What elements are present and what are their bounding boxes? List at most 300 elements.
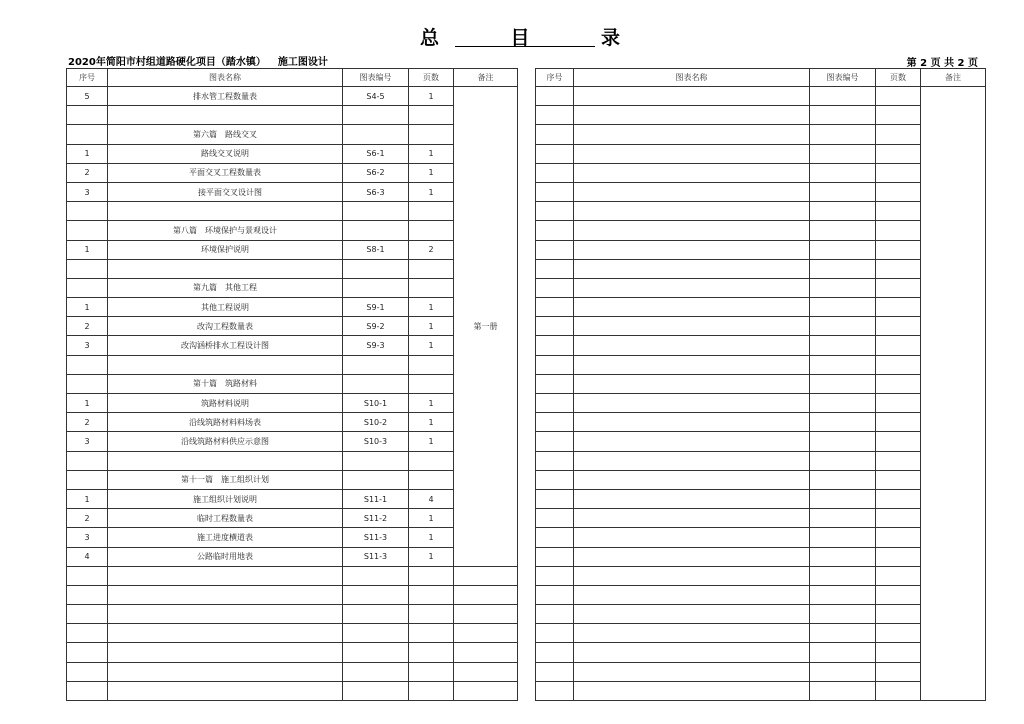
code-cell [810, 355, 876, 374]
header-remark: 备注 [454, 69, 518, 87]
code-cell [343, 605, 409, 624]
seq-cell [536, 202, 574, 221]
item-name: 改沟工程数量表 [108, 317, 343, 336]
pages-cell [409, 221, 454, 240]
code-cell [343, 278, 409, 297]
pages-cell [876, 106, 921, 125]
code-cell: S9-1 [343, 298, 409, 317]
pages-cell [876, 605, 921, 624]
code-cell [810, 566, 876, 585]
table-row [67, 240, 518, 259]
section-title: 第九篇 其他工程 [108, 278, 343, 297]
code-cell [810, 547, 876, 566]
pages-cell: 2 [409, 240, 454, 259]
code-cell [810, 489, 876, 508]
remark-cell: 第一册 [454, 87, 518, 567]
header-seq: 序号 [536, 69, 574, 87]
code-cell [810, 662, 876, 681]
name-cell [108, 624, 343, 643]
remark-cell [454, 643, 518, 662]
seq-cell: 2 [67, 413, 108, 432]
table-row [536, 470, 986, 489]
table-row [67, 336, 518, 355]
pages-cell [876, 298, 921, 317]
code-cell [810, 336, 876, 355]
item-name: 接平面交叉设计图 [108, 182, 343, 201]
pages-cell [876, 662, 921, 681]
name-cell [574, 298, 810, 317]
pages-cell: 1 [409, 317, 454, 336]
code-cell: S9-3 [343, 336, 409, 355]
pages-cell: 1 [409, 413, 454, 432]
seq-cell [536, 259, 574, 278]
table-row [67, 355, 518, 374]
table-row [67, 144, 518, 163]
pages-cell [876, 566, 921, 585]
name-cell [574, 394, 810, 413]
code-cell [343, 662, 409, 681]
code-cell [810, 125, 876, 144]
table-row [67, 413, 518, 432]
pages-cell [876, 240, 921, 259]
table-row [536, 662, 986, 681]
code-cell [343, 585, 409, 604]
code-cell [343, 106, 409, 125]
project-name: 2020年简阳市村组道路硬化项目（踏水镇） [68, 57, 266, 68]
pages-cell [876, 547, 921, 566]
title-char-2: 目 [510, 26, 530, 49]
code-cell [810, 624, 876, 643]
pages-cell [876, 509, 921, 528]
seq-cell [67, 662, 108, 681]
table-row [536, 87, 986, 106]
name-cell [574, 374, 810, 393]
pages-cell [409, 605, 454, 624]
pages-cell: 1 [409, 528, 454, 547]
seq-cell [536, 624, 574, 643]
table-row [67, 106, 518, 125]
seq-cell [536, 489, 574, 508]
pages-cell [876, 202, 921, 221]
table-row [67, 547, 518, 566]
pages-cell [409, 681, 454, 700]
name-cell [574, 547, 810, 566]
code-cell [810, 106, 876, 125]
seq-cell [536, 681, 574, 700]
table-row [67, 298, 518, 317]
pages-cell: 1 [409, 432, 454, 451]
code-cell: S10-3 [343, 432, 409, 451]
code-cell [343, 643, 409, 662]
table-row [536, 163, 986, 182]
code-cell [810, 470, 876, 489]
remark-cell [921, 87, 986, 701]
seq-cell [67, 278, 108, 297]
name-cell [574, 470, 810, 489]
name-cell [108, 451, 343, 470]
remark-cell [454, 624, 518, 643]
table-row [536, 643, 986, 662]
pages-cell [876, 643, 921, 662]
pages-cell [876, 125, 921, 144]
table-row [67, 681, 518, 700]
pages-cell [409, 125, 454, 144]
pages-cell [409, 278, 454, 297]
pages-cell [409, 624, 454, 643]
code-cell [810, 202, 876, 221]
title-char-3: 录 [600, 26, 620, 49]
code-cell [810, 298, 876, 317]
code-cell [810, 413, 876, 432]
seq-cell [67, 624, 108, 643]
seq-cell [536, 144, 574, 163]
table-row [536, 566, 986, 585]
header-pages: 页数 [409, 69, 454, 87]
header-remark: 备注 [921, 69, 986, 87]
seq-cell [67, 125, 108, 144]
pages-cell [876, 413, 921, 432]
code-cell: S10-2 [343, 413, 409, 432]
seq-cell [536, 106, 574, 125]
table-row [536, 451, 986, 470]
section-title: 第六篇 路线交叉 [108, 125, 343, 144]
pages-cell: 1 [409, 298, 454, 317]
code-cell [810, 278, 876, 297]
code-cell [810, 240, 876, 259]
pages-cell: 1 [409, 336, 454, 355]
code-cell [810, 605, 876, 624]
table-row [67, 643, 518, 662]
table-row [67, 202, 518, 221]
seq-cell: 2 [67, 509, 108, 528]
name-cell [108, 106, 343, 125]
seq-cell [536, 585, 574, 604]
code-cell [343, 566, 409, 585]
header-pages: 页数 [876, 69, 921, 87]
table-row [536, 336, 986, 355]
table-row [536, 106, 986, 125]
name-cell [574, 355, 810, 374]
design-stage: 施工图设计 [277, 57, 328, 68]
code-cell: S11-1 [343, 489, 409, 508]
table-row [536, 202, 986, 221]
table-header-row [67, 69, 518, 87]
seq-cell [536, 509, 574, 528]
header-code: 图表编号 [810, 69, 876, 87]
seq-cell: 3 [67, 182, 108, 201]
code-cell [810, 221, 876, 240]
seq-cell [67, 585, 108, 604]
name-cell [574, 681, 810, 700]
table-row [67, 662, 518, 681]
code-cell [343, 221, 409, 240]
table-row [536, 528, 986, 547]
code-cell [810, 681, 876, 700]
code-cell [343, 374, 409, 393]
pages-cell [876, 585, 921, 604]
pages-cell: 1 [409, 394, 454, 413]
remark-cell [454, 681, 518, 700]
pages-cell: 1 [409, 509, 454, 528]
code-cell [343, 259, 409, 278]
item-name: 环境保护说明 [108, 240, 343, 259]
remark-cell [454, 566, 518, 585]
table-row [536, 585, 986, 604]
item-name: 沿线筑路材料料场表 [108, 413, 343, 432]
seq-cell [536, 336, 574, 355]
table-row [67, 509, 518, 528]
name-cell [574, 413, 810, 432]
section-row [67, 221, 518, 240]
table-row [536, 547, 986, 566]
seq-cell [536, 182, 574, 201]
item-name: 施工进度横道表 [108, 528, 343, 547]
name-cell [108, 355, 343, 374]
item-name: 排水管工程数量表 [108, 87, 343, 106]
code-cell [810, 144, 876, 163]
seq-cell [67, 221, 108, 240]
seq-cell [536, 662, 574, 681]
pages-cell: 1 [409, 163, 454, 182]
table-row [536, 182, 986, 201]
code-cell [810, 182, 876, 201]
seq-cell [536, 278, 574, 297]
section-row [67, 374, 518, 393]
seq-cell [536, 317, 574, 336]
seq-cell: 3 [67, 528, 108, 547]
code-cell [810, 374, 876, 393]
table-row [67, 163, 518, 182]
section-row [67, 278, 518, 297]
seq-cell [536, 163, 574, 182]
table-row [67, 182, 518, 201]
name-cell [574, 489, 810, 508]
table-row [67, 585, 518, 604]
pages-cell [876, 163, 921, 182]
seq-cell [536, 125, 574, 144]
seq-cell [67, 605, 108, 624]
section-title: 第八篇 环境保护与景观设计 [108, 221, 343, 240]
name-cell [574, 240, 810, 259]
code-cell [810, 394, 876, 413]
item-name: 平面交叉工程数量表 [108, 163, 343, 182]
pages-cell [876, 144, 921, 163]
table-row [67, 528, 518, 547]
seq-cell [536, 528, 574, 547]
code-cell [343, 470, 409, 489]
pages-cell [876, 681, 921, 700]
name-cell [108, 643, 343, 662]
name-cell [574, 432, 810, 451]
name-cell [108, 202, 343, 221]
header-seq: 序号 [67, 69, 108, 87]
right-table-body [536, 87, 986, 701]
remark-cell [454, 605, 518, 624]
seq-cell: 3 [67, 336, 108, 355]
name-cell [108, 585, 343, 604]
pages-cell [876, 182, 921, 201]
section-title: 第十一篇 施工组织计划 [108, 470, 343, 489]
title-char-1: 总 [420, 26, 440, 49]
catalog-table-left [66, 68, 518, 701]
table-row [536, 374, 986, 393]
name-cell [108, 681, 343, 700]
pages-cell [409, 451, 454, 470]
header-name: 图表名称 [108, 69, 343, 87]
name-cell [574, 624, 810, 643]
code-cell [343, 681, 409, 700]
pages-cell [409, 374, 454, 393]
seq-cell: 1 [67, 394, 108, 413]
name-cell [574, 317, 810, 336]
seq-cell [536, 355, 574, 374]
name-cell [574, 221, 810, 240]
project-info [68, 53, 328, 68]
code-cell [810, 87, 876, 106]
name-cell [108, 259, 343, 278]
pages-cell [409, 259, 454, 278]
seq-cell: 1 [67, 298, 108, 317]
item-name: 其他工程说明 [108, 298, 343, 317]
seq-cell: 3 [67, 432, 108, 451]
code-cell [343, 355, 409, 374]
item-name: 筑路材料说明 [108, 394, 343, 413]
pages-cell [876, 374, 921, 393]
code-cell: S10-1 [343, 394, 409, 413]
pages-cell [876, 278, 921, 297]
catalog-title [420, 24, 620, 48]
code-cell [810, 451, 876, 470]
seq-cell [536, 240, 574, 259]
table-row [536, 413, 986, 432]
name-cell [574, 278, 810, 297]
code-cell [810, 317, 876, 336]
pages-cell: 4 [409, 489, 454, 508]
name-cell [574, 585, 810, 604]
table-row [67, 451, 518, 470]
name-cell [108, 566, 343, 585]
pages-cell [876, 317, 921, 336]
name-cell [108, 662, 343, 681]
name-cell [574, 106, 810, 125]
pages-cell [876, 87, 921, 106]
seq-cell [536, 221, 574, 240]
table-row [536, 144, 986, 163]
name-cell [574, 144, 810, 163]
code-cell [810, 643, 876, 662]
item-name: 路线交叉说明 [108, 144, 343, 163]
seq-cell: 1 [67, 240, 108, 259]
item-name: 公路临时用地表 [108, 547, 343, 566]
seq-cell: 4 [67, 547, 108, 566]
seq-cell [536, 413, 574, 432]
pages-cell: 1 [409, 144, 454, 163]
title-underline [455, 46, 595, 47]
pages-cell [409, 355, 454, 374]
left-table-body [67, 87, 518, 701]
pages-cell: 1 [409, 182, 454, 201]
pages-cell [409, 643, 454, 662]
item-name: 施工组织计划说明 [108, 489, 343, 508]
header-name: 图表名称 [574, 69, 810, 87]
name-cell [108, 605, 343, 624]
pages-cell [876, 394, 921, 413]
pages-cell [876, 259, 921, 278]
code-cell [810, 259, 876, 278]
seq-cell [67, 566, 108, 585]
pages-cell [876, 221, 921, 240]
code-cell [810, 509, 876, 528]
table-row [67, 624, 518, 643]
table-row [536, 221, 986, 240]
code-cell: S6-1 [343, 144, 409, 163]
table-row [536, 278, 986, 297]
pages-cell [876, 528, 921, 547]
remark-cell [454, 585, 518, 604]
table-row [536, 394, 986, 413]
table-header-row [536, 69, 986, 87]
seq-cell: 1 [67, 144, 108, 163]
name-cell [574, 451, 810, 470]
table-row [67, 259, 518, 278]
table-row [67, 394, 518, 413]
table-row [536, 509, 986, 528]
pages-cell [876, 470, 921, 489]
code-cell: S11-3 [343, 547, 409, 566]
catalog-table-right [535, 68, 986, 701]
code-cell: S11-2 [343, 509, 409, 528]
seq-cell [536, 643, 574, 662]
name-cell [574, 125, 810, 144]
code-cell [343, 125, 409, 144]
name-cell [574, 605, 810, 624]
table-row [67, 605, 518, 624]
remark-cell [454, 662, 518, 681]
seq-cell [536, 432, 574, 451]
code-cell [810, 585, 876, 604]
seq-cell: 5 [67, 87, 108, 106]
pages-cell [876, 451, 921, 470]
section-row [67, 125, 518, 144]
seq-cell [67, 451, 108, 470]
table-row [67, 566, 518, 585]
table-row [536, 125, 986, 144]
name-cell [574, 87, 810, 106]
name-cell [574, 182, 810, 201]
pages-cell [409, 470, 454, 489]
pages-cell [876, 336, 921, 355]
pages-cell [876, 432, 921, 451]
code-cell [343, 202, 409, 221]
seq-cell [536, 605, 574, 624]
seq-cell [536, 87, 574, 106]
seq-cell [67, 106, 108, 125]
seq-cell [67, 681, 108, 700]
pages-cell [409, 106, 454, 125]
item-name: 改沟涵桥排水工程设计图 [108, 336, 343, 355]
seq-cell [67, 470, 108, 489]
code-cell: S9-2 [343, 317, 409, 336]
seq-cell [536, 451, 574, 470]
pages-cell [409, 662, 454, 681]
table-row [67, 87, 518, 106]
name-cell [574, 259, 810, 278]
pages-cell [876, 624, 921, 643]
table-row [536, 605, 986, 624]
seq-cell: 2 [67, 163, 108, 182]
pages-cell [409, 202, 454, 221]
seq-cell [536, 394, 574, 413]
